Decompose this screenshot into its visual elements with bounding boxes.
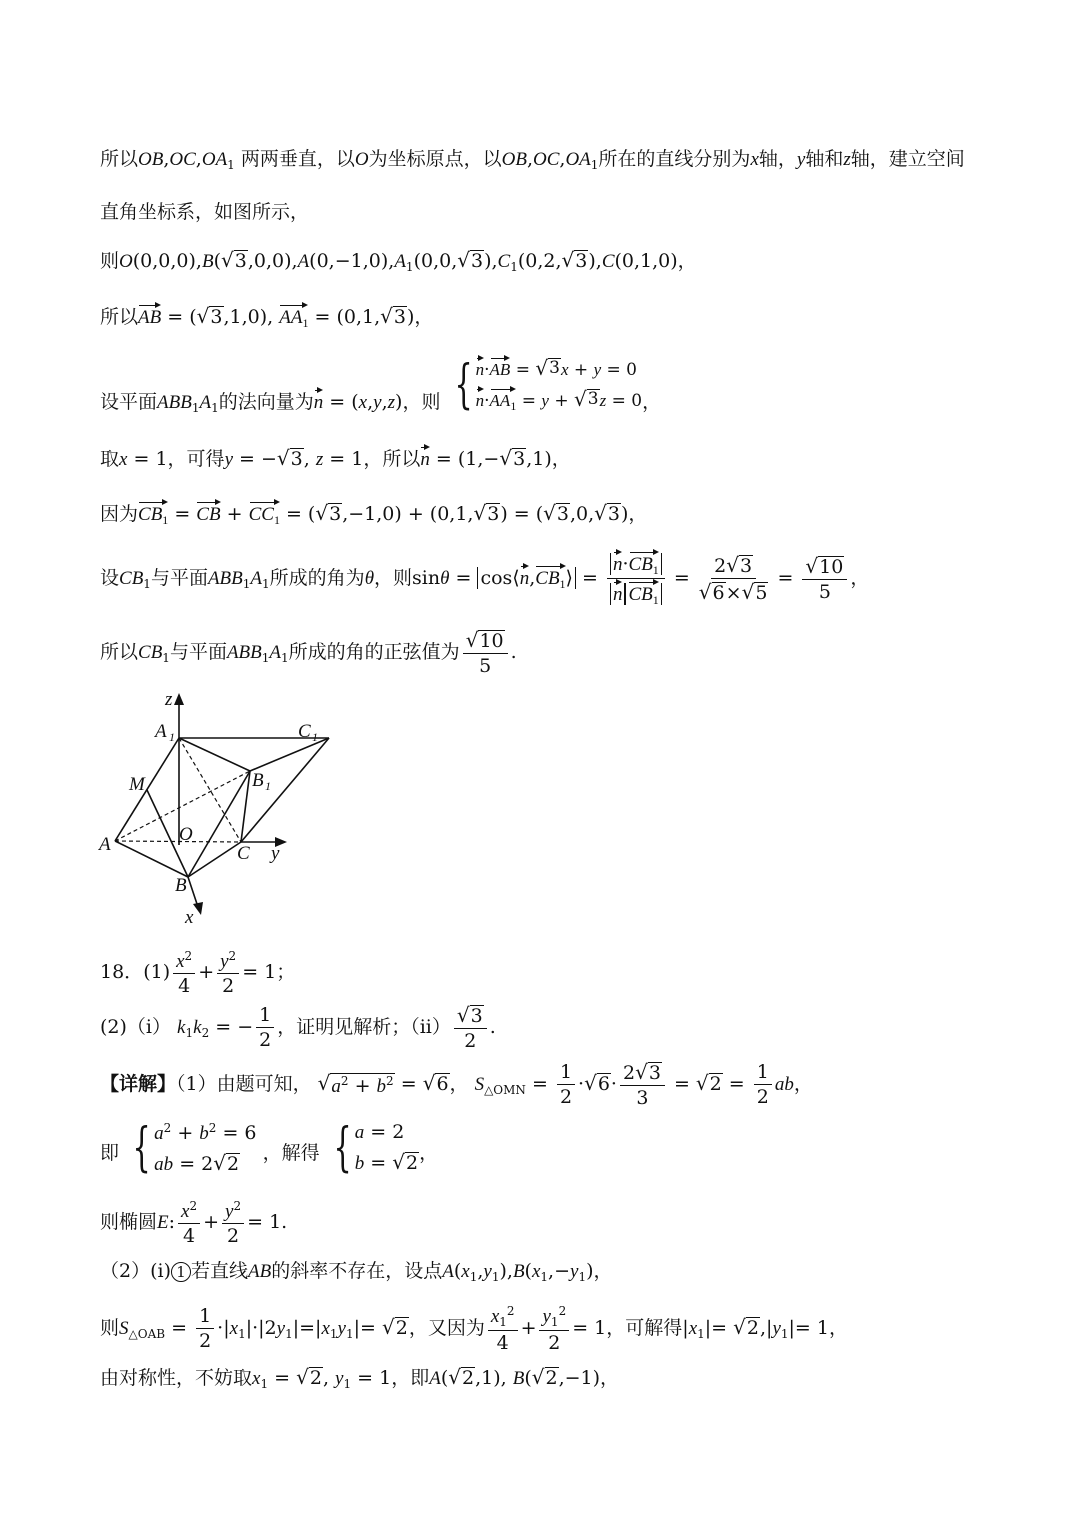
text-line-2: 直角坐标系，如图所示，	[100, 201, 310, 223]
text: 所成的角为	[269, 567, 365, 589]
label-A1: A	[155, 721, 167, 742]
label-A: A	[99, 834, 111, 855]
area-line: 则$S_{\triangle OAB}$ = $\frac{1}{2}$ $\cdot|x_1|\cdot|2y_1|=|x_1y_1|=$ √ 2 ，又因为 $\frac{x_1^2}{4}$ + $\frac{y_1^2}{2}$ = 1，可解得$|x_1|=$ √ 2 $,|y_1|= 1$，	[100, 1304, 848, 1354]
text: 则	[100, 1317, 120, 1339]
text-line-9: 所以$CB_1$与平面$ABB_1A_1$所成的角的正弦值为 √ 10 5 .	[100, 628, 517, 677]
text: ，证明见解析；（ii）	[277, 1016, 451, 1038]
text: 为坐标原点，以	[368, 148, 502, 170]
text: 所成的角的正弦值为	[288, 641, 460, 663]
label-y: y	[271, 843, 280, 864]
text: （1）由题可知，	[176, 1073, 312, 1095]
text: 的法向量为	[218, 391, 314, 413]
label-B1: B	[252, 770, 264, 791]
sub: 1	[169, 730, 175, 744]
text: ，又因为	[408, 1317, 485, 1339]
part2-line: （2）(i) 1 若直线AB的斜率不存在，设点$A(x_1,y_1),B(x_1,-y_1)$，	[100, 1260, 613, 1284]
text-line-4: 所以AB = ( √ 3 ,1,0), $AA_1 = (0,1$, √ 3 )，	[100, 304, 434, 330]
text: ，所以	[363, 448, 421, 470]
text: 所以	[100, 306, 139, 328]
text: 所以	[100, 148, 139, 170]
text: 所在的直线分别为	[598, 148, 751, 170]
x-axis	[188, 877, 198, 907]
text: 则	[100, 250, 120, 272]
text: 设平面	[100, 391, 158, 413]
text: 与平面	[169, 641, 227, 663]
text: 的斜率不存在，设点	[271, 1260, 443, 1282]
text-line-7: 因为$CB_1$ = CB + $CC_1$ = ( √ 3 ,−1,0) + (0,1, √ 3 ) = ( √ 3 ,0, √ 3 )，	[100, 501, 648, 527]
label-M: M	[129, 774, 145, 795]
text: 轴，	[758, 148, 797, 170]
q18-answer-2: (2)（i） $k_1k_2$ = − $\frac{1}{2}$ ，证明见解析；（ii） √ 3 2 .	[100, 1003, 496, 1052]
text: 与平面	[150, 567, 208, 589]
text: 所以	[100, 641, 139, 663]
text: (2)（i）	[100, 1016, 171, 1038]
text: ，解得	[262, 1142, 320, 1164]
text: 轴，建立空间	[850, 148, 965, 170]
label-B: B	[175, 875, 187, 896]
text: 则椭圆	[100, 1211, 158, 1233]
text: ，则	[374, 567, 413, 589]
text-line-6: 取x = 1，可得y = − √ 3 , z = 1，所以n = (1,− √ 3 ,1)，	[100, 446, 571, 470]
text-line-8: 设$CB_1$与平面$ABB_1A_1$所成的角为θ，则$\sin\theta = \cos⟨n,CB_1⟩$ = $\frac{n\cdot CB_1}{n CB_1}$ = 2 √ 3 √ 6 × √ 5 = √ 10 5 ，	[100, 553, 870, 607]
text: ，可得	[167, 448, 225, 470]
circled-number: 1	[171, 1262, 191, 1282]
detail-line: 【详解】（1）由题可知， √ $a^2 + b^2$ = √ 6 ， $S_{\triangle OMN}$ = $\frac{1}{2}$ · √ 6 · 2 √ 3 3 = √ 2 = $\frac{1}{2}$ ab，	[100, 1060, 813, 1109]
text-line-3: 则O(0,0,0),B( √ 3 $,0,0),A(0,-1,0),A_1(0,0$, √ 3 )$,C_1(0,2$, √ 3 ),C(0,1,0)，	[100, 248, 697, 274]
label-z: z	[165, 689, 173, 710]
text: 若直线	[191, 1260, 249, 1282]
text: 取	[100, 448, 120, 470]
text: ，即	[391, 1367, 430, 1389]
q18-answer-1: 18．(1) $\frac{x^2}{4}$ + $\frac{y^2}{2}$ = 1；	[100, 949, 296, 997]
sub: 1	[265, 779, 271, 793]
text: ，则	[402, 391, 441, 413]
text: 由对称性，不妨取	[100, 1367, 253, 1389]
label-O: O	[179, 824, 193, 845]
text: 两两垂直，以	[240, 148, 355, 170]
text-line-5: 设平面$ABB_1A_1$的法向量为n = (x,y,z)，则 { n·AB = √ 3 x + y = 0 $n\cdot AA_1 = y$ + √ 3 z = 0 ，	[100, 354, 662, 415]
text: 即	[100, 1142, 120, 1164]
symmetry-line: 由对称性，不妨取$x_1$ = √ 2 , $y_1 = 1$，即A( √ 2 ,1), B( √ 2 ,−1)，	[100, 1365, 620, 1391]
label-x: x	[185, 907, 194, 928]
text: ，可解得	[606, 1317, 683, 1339]
geometry-figure	[95, 685, 355, 930]
detail-tag: 【详解】	[100, 1073, 177, 1095]
system-line: 即 { $a^2 + b^2 = 6$ ab = 2 √ 2 ，解得 { a = 2 b = √ 2 ，	[100, 1117, 439, 1178]
text: （2）(i)	[100, 1260, 171, 1282]
label-C1: C	[298, 721, 311, 742]
ellipse-line: 则椭圆E: $\frac{x^2}{4}$ + $\frac{y^2}{2}$ = 1.	[100, 1199, 288, 1247]
sub: 1	[312, 730, 318, 744]
text: 18．	[100, 961, 144, 983]
text: 轴和	[805, 148, 844, 170]
text-line-1: 所以$OB,OC,OA_1$ 两两垂直，以O为坐标原点，以$OB,OC,OA_1$所在的直线分别为x轴，y轴和z轴，建立空间	[100, 148, 965, 172]
text: 设	[100, 567, 120, 589]
label-C: C	[237, 843, 250, 864]
text: 因为	[100, 503, 139, 525]
